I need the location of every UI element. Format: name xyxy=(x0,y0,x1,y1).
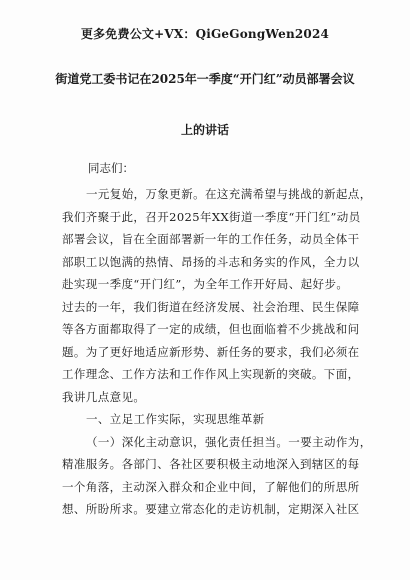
body-line: 部署会议，旨在全面部署新一年的工作任务，动员全体干 xyxy=(62,232,360,246)
document-body xyxy=(62,183,372,521)
promo-banner: 更多免费公文+VX：QiGeGongWen2024 xyxy=(80,27,330,41)
body-line: 题。为了更好地适应新形势、新任务的要求，我们必须在 xyxy=(62,344,360,359)
body-line: 等各方面都取得了一定的成绩，但也面临着不少挑战和问 xyxy=(62,322,360,336)
body-line: 想、所盼所求。要建立常态化的走访机制，定期深入社区 xyxy=(62,502,360,516)
body-line: 部职工以饱满的热情、昂扬的斗志和务实的作风，全力以 xyxy=(62,254,360,269)
document-title-continued: 上的讲话 xyxy=(180,123,229,137)
body-line: 一个角落，主动深入群众和企业中间，了解他们的所思所 xyxy=(62,479,360,494)
body-line: 精准服务。各部门、各社区要积极主动地深入到辖区的每 xyxy=(62,457,360,471)
salutation: 同志们： xyxy=(88,161,134,175)
body-line: 我们齐聚于此，召开2025年XX街道一季度“开门红”动员 xyxy=(62,209,361,224)
section-heading: 一、立足工作实际，实现思维革新 xyxy=(86,412,265,426)
document-title: 街道党工委书记在2025年一季度“开门红”动员部署会议 xyxy=(55,72,355,86)
body-line: 我讲几点意见。 xyxy=(62,389,146,404)
body-line: 赴实现一季度“开门红”，为全年工作开好局、起好步。 xyxy=(62,277,349,291)
body-line: （一）深化主动意识，强化责任担当。一要主动作为， xyxy=(86,434,372,449)
body-line: 工作理念、工作方法和工作作风上实现新的突破。下面， xyxy=(62,367,360,381)
body-line: 过去的一年，我们街道在经济发展、社会治理、民生保障 xyxy=(62,299,360,314)
body-line: 一元复始，万象更新。在这充满希望与挑战的新起点， xyxy=(86,187,372,201)
